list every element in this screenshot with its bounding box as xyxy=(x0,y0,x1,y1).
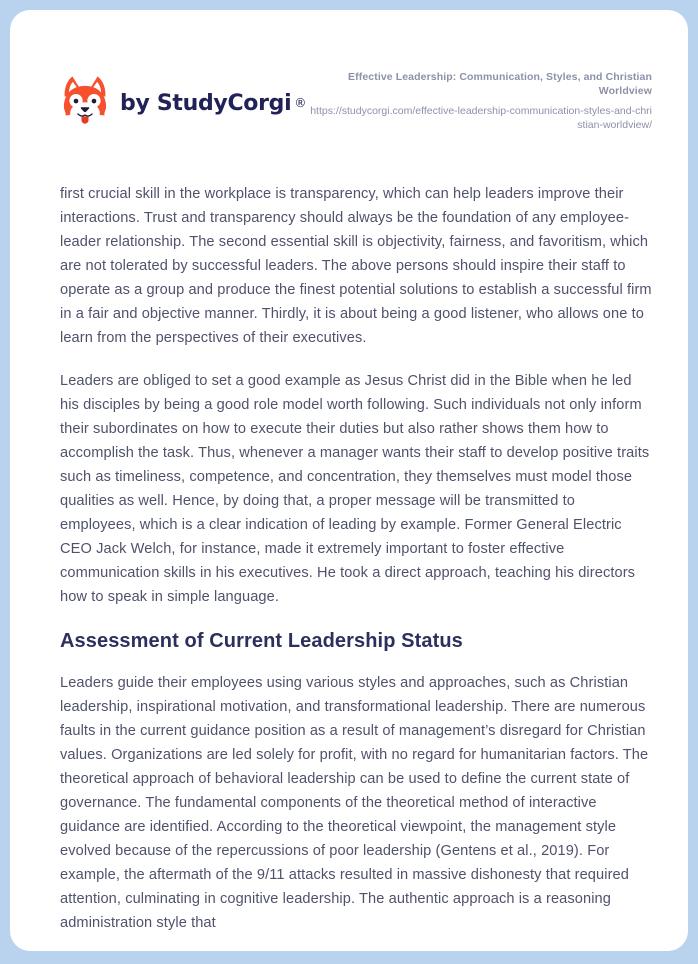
section-heading: Assessment of Current Leadership Status xyxy=(60,630,463,652)
document-meta xyxy=(306,70,652,133)
body-paragraph: Leaders guide their employees using various styles and approaches, such as Christian leadership, inspirational motivation, and transformational leadership. There are numerous faults in the current guidance position as a result of management’s disregard for Christian values. Organizations are led solely for profit, with no regard for humanitarian factors. The theoretical approach of behavioral leadership can be used to define the current state of governance. The fundamental components of the theoretical method of interactive guidance are identified. According to the theoretical viewpoint, the management style evolved because of the repercussions of poor leadership (Gentens et al., 2019). For example, the aftermath of the 9/11 attacks resulted in massive dishonesty that required attention, culminating in cognitive leadership. The authentic approach is a reasoning administration style that xyxy=(60,675,649,931)
logo-wordmark: by StudyCorgi xyxy=(120,90,292,116)
studycorgi-logo[interactable] xyxy=(60,74,306,132)
document-body xyxy=(60,182,652,935)
registered-trademark-symbol: ® xyxy=(294,96,307,110)
document-header xyxy=(60,60,652,136)
document-url-link[interactable]: https://studycorgi.com/effective-leadership-communication-styles-and-christian-worldview/ xyxy=(310,104,652,132)
corgi-icon xyxy=(60,74,110,132)
body-paragraph: first crucial skill in the workplace is transparency, which can help leaders improve their interactions. Trust and transparency should always be the foundation of any employee-leader relationship. The second essential skill is objectivity, fairness, and favoritism, which are not tolerated by successful leaders. The above persons should inspire their staff to operate as a group and produce the finest potential solutions to establish a successful firm in a fair and objective manner. Thirdly, it is about being a good listener, who allows one to learn from the perspectives of their executives. xyxy=(60,186,652,346)
document-title: Effective Leadership: Communication, Styles, and Christian Worldview xyxy=(348,71,652,98)
document-card xyxy=(10,10,688,951)
body-paragraph: Leaders are obliged to set a good example as Jesus Christ did in the Bible when he led his disciples by being a good role model worth following. Such individuals not only inform their subordinates on how to execute their duties but also rather shows them how to accomplish the task. Thus, whenever a manager wants their staff to develop positive traits such as timeliness, competence, and concentration, they themselves must model those qualities as well. Hence, by doing that, a proper message will be transmitted to employees, which is a clear indication of leading by example. Former General Electric CEO Jack Welch, for instance, made it extremely important to foster effective communication skills in his executives. He took a direct approach, teaching his directors how to speak in simple language. xyxy=(60,373,650,605)
